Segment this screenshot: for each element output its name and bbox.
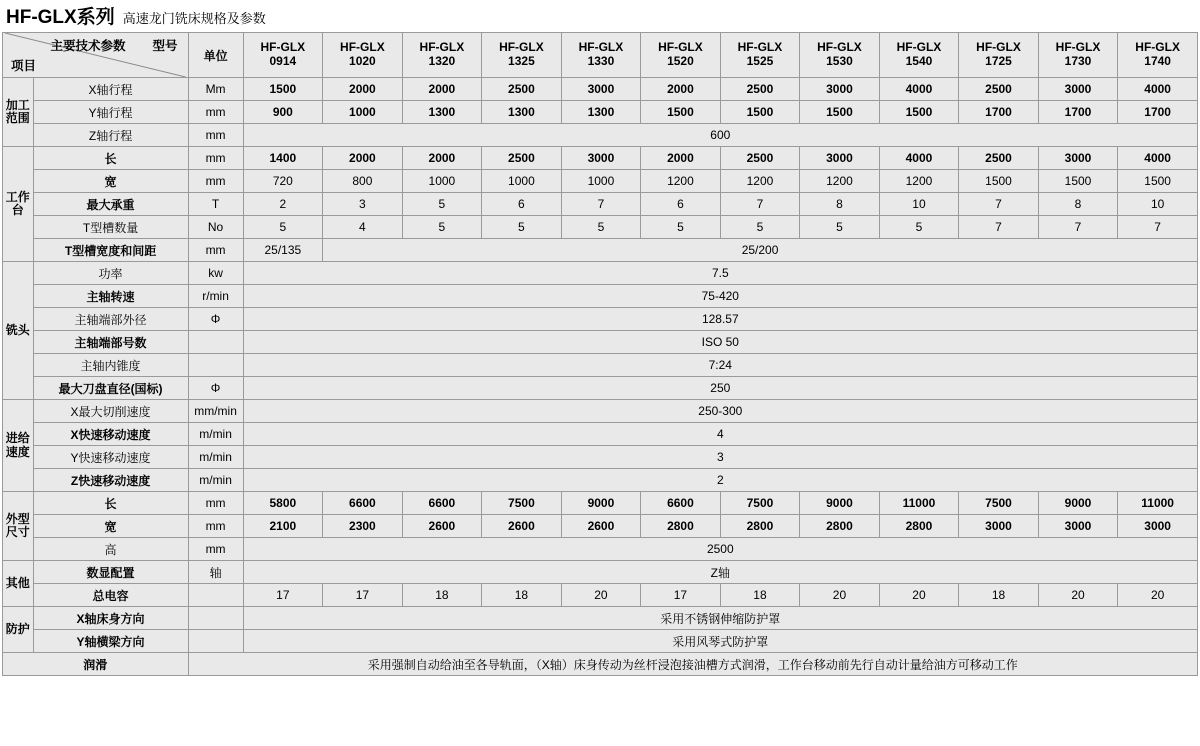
row-unit: mm: [188, 515, 243, 538]
row-param-label: Z快速移动速度: [33, 469, 188, 492]
row-value: 1500: [879, 101, 959, 124]
row-param-label: 主轴内锥度: [33, 354, 188, 377]
header-model-cell: [243, 33, 323, 78]
table-row: [3, 469, 1198, 492]
header-main-params-label: 主要技术参数: [50, 39, 126, 53]
row-value: 1200: [641, 170, 721, 193]
row-value: 18: [402, 584, 482, 607]
header-model-cell: [959, 33, 1039, 78]
header-model-cell: [800, 33, 880, 78]
row-param-label: X轴床身方向: [33, 607, 188, 630]
row-unit: mm: [188, 101, 243, 124]
row-span-value: 3: [243, 446, 1197, 469]
row-param-label: 最大承重: [33, 193, 188, 216]
header-item-label: 项目: [11, 59, 37, 73]
row-value: 11000: [879, 492, 959, 515]
row-value: 1400: [243, 147, 323, 170]
footer-label: 润滑: [3, 653, 189, 676]
row-param-label: 主轴端部外径: [33, 308, 188, 331]
row-param-label: 长: [33, 492, 188, 515]
header-model-cell: [641, 33, 721, 78]
row-value: 3000: [959, 515, 1039, 538]
row-param-label: T型槽数量: [33, 216, 188, 239]
row-value: 4000: [879, 78, 959, 101]
table-row: [3, 630, 1198, 653]
row-value: 5: [561, 216, 641, 239]
table-row: [3, 239, 1198, 262]
header-model-cell: [1118, 33, 1198, 78]
row-value: 18: [482, 584, 562, 607]
row-value: 2000: [323, 78, 403, 101]
row-unit: No: [188, 216, 243, 239]
table-row: [3, 78, 1198, 101]
model-series: HF-GLX: [578, 40, 624, 55]
row-unit: m/min: [188, 446, 243, 469]
table-row: [3, 170, 1198, 193]
row-value: 6: [482, 193, 562, 216]
row-value: 1700: [1118, 101, 1198, 124]
row-unit: r/min: [188, 285, 243, 308]
row-value: 720: [243, 170, 323, 193]
row-unit: mm: [188, 124, 243, 147]
row-value: 4000: [1118, 78, 1198, 101]
row-value: 7500: [720, 492, 800, 515]
model-series: HF-GLX: [817, 40, 862, 55]
row-unit: mm: [188, 492, 243, 515]
row-value: 8: [1038, 193, 1118, 216]
row-unit: [188, 630, 243, 653]
row-value: 6600: [323, 492, 403, 515]
row-value: 3000: [561, 147, 641, 170]
row-unit: mm: [188, 147, 243, 170]
row-value: 3000: [1038, 78, 1118, 101]
row-value: 1300: [561, 101, 641, 124]
row-value: 5: [243, 216, 323, 239]
row-param-label: 总电容: [33, 584, 188, 607]
row-param-label: 数显配置: [33, 561, 188, 584]
row-value: 3000: [561, 78, 641, 101]
row-value: 2500: [482, 78, 562, 101]
row-value: 1000: [323, 101, 403, 124]
header-corner-cell: [3, 33, 189, 78]
model-series: HF-GLX: [419, 40, 465, 55]
row-value: 3: [323, 193, 403, 216]
row-param-label: 宽: [33, 170, 188, 193]
row-value: 20: [800, 584, 880, 607]
row-value: 1500: [959, 170, 1039, 193]
table-row: [3, 400, 1198, 423]
row-value: 2800: [879, 515, 959, 538]
row-value: 2600: [482, 515, 562, 538]
row-unit: Φ: [188, 377, 243, 400]
table-row: [3, 561, 1198, 584]
model-number: 1330: [587, 54, 615, 68]
row-group-label: 加工范围: [3, 78, 34, 147]
model-series: HF-GLX: [737, 40, 783, 55]
row-value: 1200: [879, 170, 959, 193]
header-model-label: 型号: [152, 39, 178, 53]
row-value: 5: [720, 216, 800, 239]
row-span-value: ISO 50: [243, 331, 1197, 354]
row-value: 3000: [800, 147, 880, 170]
row-value: 1500: [243, 78, 323, 101]
table-row: [3, 492, 1198, 515]
model-series: HF-GLX: [976, 40, 1021, 55]
row-value: 2000: [402, 147, 482, 170]
model-series: HF-GLX: [260, 40, 306, 55]
row-unit: 轴: [188, 561, 243, 584]
model-number: 1020: [349, 54, 376, 68]
row-group-label: 防护: [3, 607, 34, 653]
row-value: 2: [243, 193, 323, 216]
row-param-label: 主轴端部号数: [33, 331, 188, 354]
row-param-label: Z轴行程: [33, 124, 188, 147]
row-group-label: 工作台: [3, 147, 34, 262]
row-unit: Φ: [188, 308, 243, 331]
row-value: 5800: [243, 492, 323, 515]
row-value: 4000: [1118, 147, 1198, 170]
row-value: 6600: [641, 492, 721, 515]
row-value: 7: [561, 193, 641, 216]
row-value: 1000: [482, 170, 562, 193]
row-group-label: 外型尺寸: [3, 492, 34, 561]
header-model-cell: [1038, 33, 1118, 78]
row-value: 1200: [800, 170, 880, 193]
title-main: HF-GLX系列: [6, 7, 115, 28]
row-value: 17: [243, 584, 323, 607]
row-span-value: 600: [243, 124, 1197, 147]
row-unit: [188, 354, 243, 377]
model-number: 1520: [667, 54, 694, 68]
row-value: 3000: [1038, 147, 1118, 170]
row-value: 2000: [641, 78, 721, 101]
row-span-value: 2500: [243, 538, 1197, 561]
row-group-label: 铣头: [3, 262, 34, 400]
row-value: 2500: [959, 147, 1039, 170]
row-value: 3000: [1118, 515, 1198, 538]
row-span-value: 采用不锈钢伸缩防护罩: [243, 607, 1197, 630]
row-span-value: 采用风琴式防护罩: [243, 630, 1197, 653]
table-row: [3, 331, 1198, 354]
row-value: 8: [800, 193, 880, 216]
row-unit: mm: [188, 170, 243, 193]
row-unit: m/min: [188, 469, 243, 492]
row-span-value: 75-420: [243, 285, 1197, 308]
row-value: 2500: [482, 147, 562, 170]
table-header-row: [3, 33, 1198, 78]
row-param-label: T型槽宽度和间距: [33, 239, 188, 262]
row-unit: [188, 584, 243, 607]
row-value: 9000: [1038, 492, 1118, 515]
row-value: 2300: [323, 515, 403, 538]
row-unit: [188, 607, 243, 630]
row-unit: mm/min: [188, 400, 243, 423]
header-model-cell: [402, 33, 482, 78]
row-param-label: X快速移动速度: [33, 423, 188, 446]
row-value: 2600: [402, 515, 482, 538]
row-value: 7: [959, 216, 1039, 239]
row-unit: mm: [188, 239, 243, 262]
row-value: 4: [323, 216, 403, 239]
row-unit: kw: [188, 262, 243, 285]
model-number: 1530: [826, 54, 853, 68]
row-param-label: Y轴行程: [33, 101, 188, 124]
row-span-value: 128.57: [243, 308, 1197, 331]
table-row: [3, 308, 1198, 331]
model-series: HF-GLX: [340, 40, 385, 55]
row-value: 3000: [1038, 515, 1118, 538]
row-span-value: Z轴: [243, 561, 1197, 584]
row-value: 2000: [641, 147, 721, 170]
row-value: 1200: [720, 170, 800, 193]
row-unit: m/min: [188, 423, 243, 446]
row-span-value: 250: [243, 377, 1197, 400]
header-model-cell: [323, 33, 403, 78]
row-param-label: 功率: [33, 262, 188, 285]
table-row: [3, 147, 1198, 170]
row-value: 20: [1118, 584, 1198, 607]
model-number: 1320: [428, 54, 456, 68]
row-value: 800: [323, 170, 403, 193]
row-value: 7: [720, 193, 800, 216]
model-series: HF-GLX: [658, 40, 703, 55]
row-value: 900: [243, 101, 323, 124]
row-value: 17: [641, 584, 721, 607]
row-value: 11000: [1118, 492, 1198, 515]
row-value: 7500: [959, 492, 1039, 515]
row-value: 1500: [1038, 170, 1118, 193]
header-model-cell: [720, 33, 800, 78]
model-number: 1725: [985, 54, 1012, 68]
row-span-value: 250-300: [243, 400, 1197, 423]
row-value: 20: [561, 584, 641, 607]
model-number: 1730: [1064, 54, 1092, 68]
row-value: 6: [641, 193, 721, 216]
row-value: 4000: [879, 147, 959, 170]
row-value: 1500: [1118, 170, 1198, 193]
table-row: [3, 607, 1198, 630]
table-row: [3, 262, 1198, 285]
row-unit: mm: [188, 538, 243, 561]
header-model-cell: [879, 33, 959, 78]
table-row: [3, 193, 1198, 216]
row-value: 5: [641, 216, 721, 239]
header-model-cell: [482, 33, 562, 78]
row-value: 2600: [561, 515, 641, 538]
model-series: HF-GLX: [499, 40, 544, 55]
row-value: 2500: [720, 147, 800, 170]
row-value: 5: [402, 193, 482, 216]
row-value: 2800: [720, 515, 800, 538]
row-param-label: 最大刀盘直径(国标): [33, 377, 188, 400]
row-span-value: 2: [243, 469, 1197, 492]
row-value: 1500: [641, 101, 721, 124]
row-value: 1700: [959, 101, 1039, 124]
row-value: 1000: [402, 170, 482, 193]
table-row: [3, 354, 1198, 377]
table-row: [3, 584, 1198, 607]
row-value: 7: [1038, 216, 1118, 239]
table-row: [3, 285, 1198, 308]
model-number: 0914: [269, 54, 297, 68]
row-unit: Mm: [188, 78, 243, 101]
row-value: 1700: [1038, 101, 1118, 124]
row-value: 3000: [800, 78, 880, 101]
row-value: 1500: [800, 101, 880, 124]
row-value: 2800: [641, 515, 721, 538]
model-number: 1540: [905, 54, 933, 68]
row-value: 7: [959, 193, 1039, 216]
page-title: [0, 0, 1200, 32]
row-param-label: X最大切削速度: [33, 400, 188, 423]
title-sub: 高速龙门铣床规格及参数: [122, 11, 266, 26]
row-value: 10: [1118, 193, 1198, 216]
row-param-label: Y轴横梁方向: [33, 630, 188, 653]
table-row: [3, 515, 1198, 538]
row-param-label: 主轴转速: [33, 285, 188, 308]
row-value: 2000: [402, 78, 482, 101]
row-span-value: 7:24: [243, 354, 1197, 377]
row-value: 20: [1038, 584, 1118, 607]
row-value: 9000: [561, 492, 641, 515]
table-row: [3, 446, 1198, 469]
row-value: 5: [879, 216, 959, 239]
row-param-label: X轴行程: [33, 78, 188, 101]
model-series: HF-GLX: [1055, 40, 1101, 55]
row-value: 17: [323, 584, 403, 607]
model-number: 1525: [746, 54, 774, 68]
row-span-value: 7.5: [243, 262, 1197, 285]
row-value: 2800: [800, 515, 880, 538]
row-value: 1500: [720, 101, 800, 124]
row-value: 1000: [561, 170, 641, 193]
row-value: 18: [720, 584, 800, 607]
footer-text: 采用强制自动给油至各导轨面，（X轴）床身传动为丝杆浸泡接油槽方式润滑，工作台移动前先行自动计量给油方可移动工作: [188, 653, 1197, 676]
row-group-label: 其他: [3, 561, 34, 607]
row-value: 2500: [720, 78, 800, 101]
row-value: 2000: [323, 147, 403, 170]
row-span-value: 4: [243, 423, 1197, 446]
table-row: [3, 538, 1198, 561]
model-number: 1325: [508, 54, 535, 68]
row-value: 10: [879, 193, 959, 216]
row-unit: [188, 331, 243, 354]
row-span-value: 25/200: [323, 239, 1198, 262]
row-value: 2500: [959, 78, 1039, 101]
row-value: 25/135: [243, 239, 323, 262]
header-unit-cell: 单位: [188, 33, 243, 78]
row-value: 2100: [243, 515, 323, 538]
row-value: 5: [482, 216, 562, 239]
row-param-label: 长: [33, 147, 188, 170]
row-value: 9000: [800, 492, 880, 515]
row-param-label: Y快速移动速度: [33, 446, 188, 469]
table-row: [3, 124, 1198, 147]
row-value: 7: [1118, 216, 1198, 239]
row-value: 7500: [482, 492, 562, 515]
row-value: 1300: [402, 101, 482, 124]
row-value: 18: [959, 584, 1039, 607]
model-series: HF-GLX: [896, 40, 942, 55]
row-param-label: 宽: [33, 515, 188, 538]
row-value: 5: [402, 216, 482, 239]
row-value: 6600: [402, 492, 482, 515]
model-series: HF-GLX: [1135, 40, 1180, 55]
footer-row: [3, 653, 1198, 676]
header-model-cell: [561, 33, 641, 78]
row-value: 20: [879, 584, 959, 607]
table-row: [3, 101, 1198, 124]
table-row: [3, 423, 1198, 446]
table-row: [3, 377, 1198, 400]
row-group-label: 进给速度: [3, 400, 34, 492]
row-unit: T: [188, 193, 243, 216]
row-param-label: 高: [33, 538, 188, 561]
table-row: [3, 216, 1198, 239]
model-number: 1740: [1144, 54, 1171, 68]
row-value: 1300: [482, 101, 562, 124]
row-value: 5: [800, 216, 880, 239]
spec-table: [2, 32, 1198, 676]
